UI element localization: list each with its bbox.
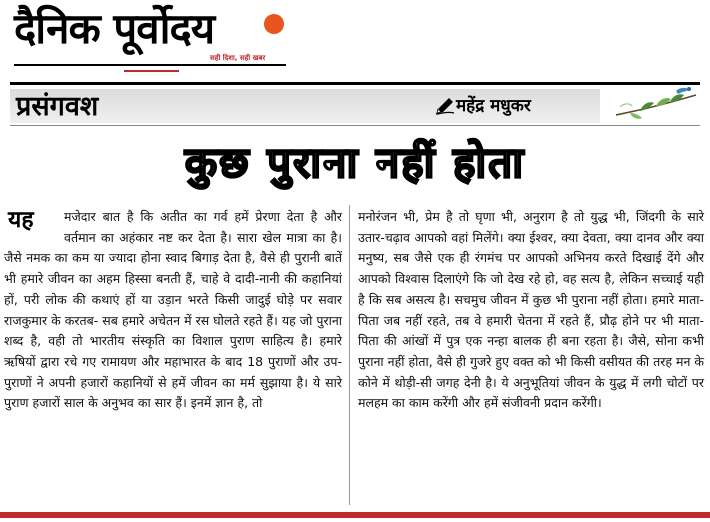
article-dropcap: यह [8, 207, 34, 233]
logo-dot-icon [264, 14, 284, 34]
article-column-left [4, 207, 342, 414]
bird-branch-icon [610, 85, 700, 123]
article-text-left: मजेदार बात है कि अतीत का गर्व हमें प्रेरणा देता है और वर्तमान का अहंकार नष्ट कर देता है। सारा खेल मात्रा का है। जैसे नमक का कम या ज्यादा होना स्वाद बिगाड़ देता है, वैसे ही पुरानी बातें भी हमारे जीवन का अहम हिस्सा बनती हैं, चाहे वे दादी-नानी की कहानियां हों, परी लोक की कथाएं हों या उड़ान भरते किसी जादुई घोड़े पर सवार राजकुमार के करतब- सब हमारे अचेतन में रस घोलते रहते हैं। यह जो पुराना शब्द है, वही तो भारतीय संस्कृति का विशाल पुराण साहित्य है। हमारे ऋषियों द्वारा रचे गए रामायण और महाभारत के बाद 18 पुराणों और उप-पुराणों ने अपनी हजारों कहानियों से हमें जीवन का मर्म सुझाया है। ये सारे पुराण हजारों साल के अनुभव का सार हैं। इनमें ज्ञान है, तो [4, 209, 342, 411]
author-byline: महेंद्र मधुकर [456, 96, 531, 116]
newspaper-tagline: सही दिशा, सही खबर [210, 54, 266, 62]
page-bottom-rule [0, 512, 710, 518]
masthead-red-rule [124, 70, 179, 72]
masthead-rule [14, 64, 286, 66]
newspaper-title: दैनिक पूर्वोदय [14, 4, 215, 53]
masthead [14, 4, 314, 74]
pen-icon [435, 97, 455, 115]
column-header-band [10, 82, 700, 127]
column-header-underline [10, 125, 700, 126]
article-text-right: मनोरंजन भी, प्रेम है तो घृणा भी, अनुराग है तो युद्ध भी, जिंदगी के सारे उतार-चढ़ाव आपको वहां मिलेंगे। क्या ईश्वर, क्या देवता, क्या दानव और क्या मनुष्य, सब जैसे एक ही रंगमंच पर आपको अभिनय करते दिखाई देंगे और आपको विश्वास दिलाएंगे कि जो देख रहे हो, वह सत्य है, लेकिन सच्चाई यही है कि सब असत्य है। सचमुच जीवन में कुछ भी पुराना नहीं होता। हमारे माता-पिता जब नहीं रहते, तब वे हमारी चेतना में रहते हैं, प्रौढ़ होने पर भी माता-पिता की आंखों में पुत्र एक नन्हा बालक ही बना रहता है। जैसे, सोना कभी पुराना नहीं होता, वैसे ही गुजरे हुए वक्त को भी किसी वसीयत की तरह मन के कोने में थोड़ी-सी जगह देनी है। ये अनुभूतियां जीवन के युद्ध में लगी चोटों पर मलहम का काम करेंगी और हमें संजीवनी प्रदान करेंगी। [358, 209, 704, 411]
column-divider [349, 205, 350, 505]
column-name: प्रसंगवश [16, 91, 99, 122]
article-headline: कुछ पुराना नहीं होता [184, 138, 526, 187]
article-column-right [358, 207, 704, 414]
